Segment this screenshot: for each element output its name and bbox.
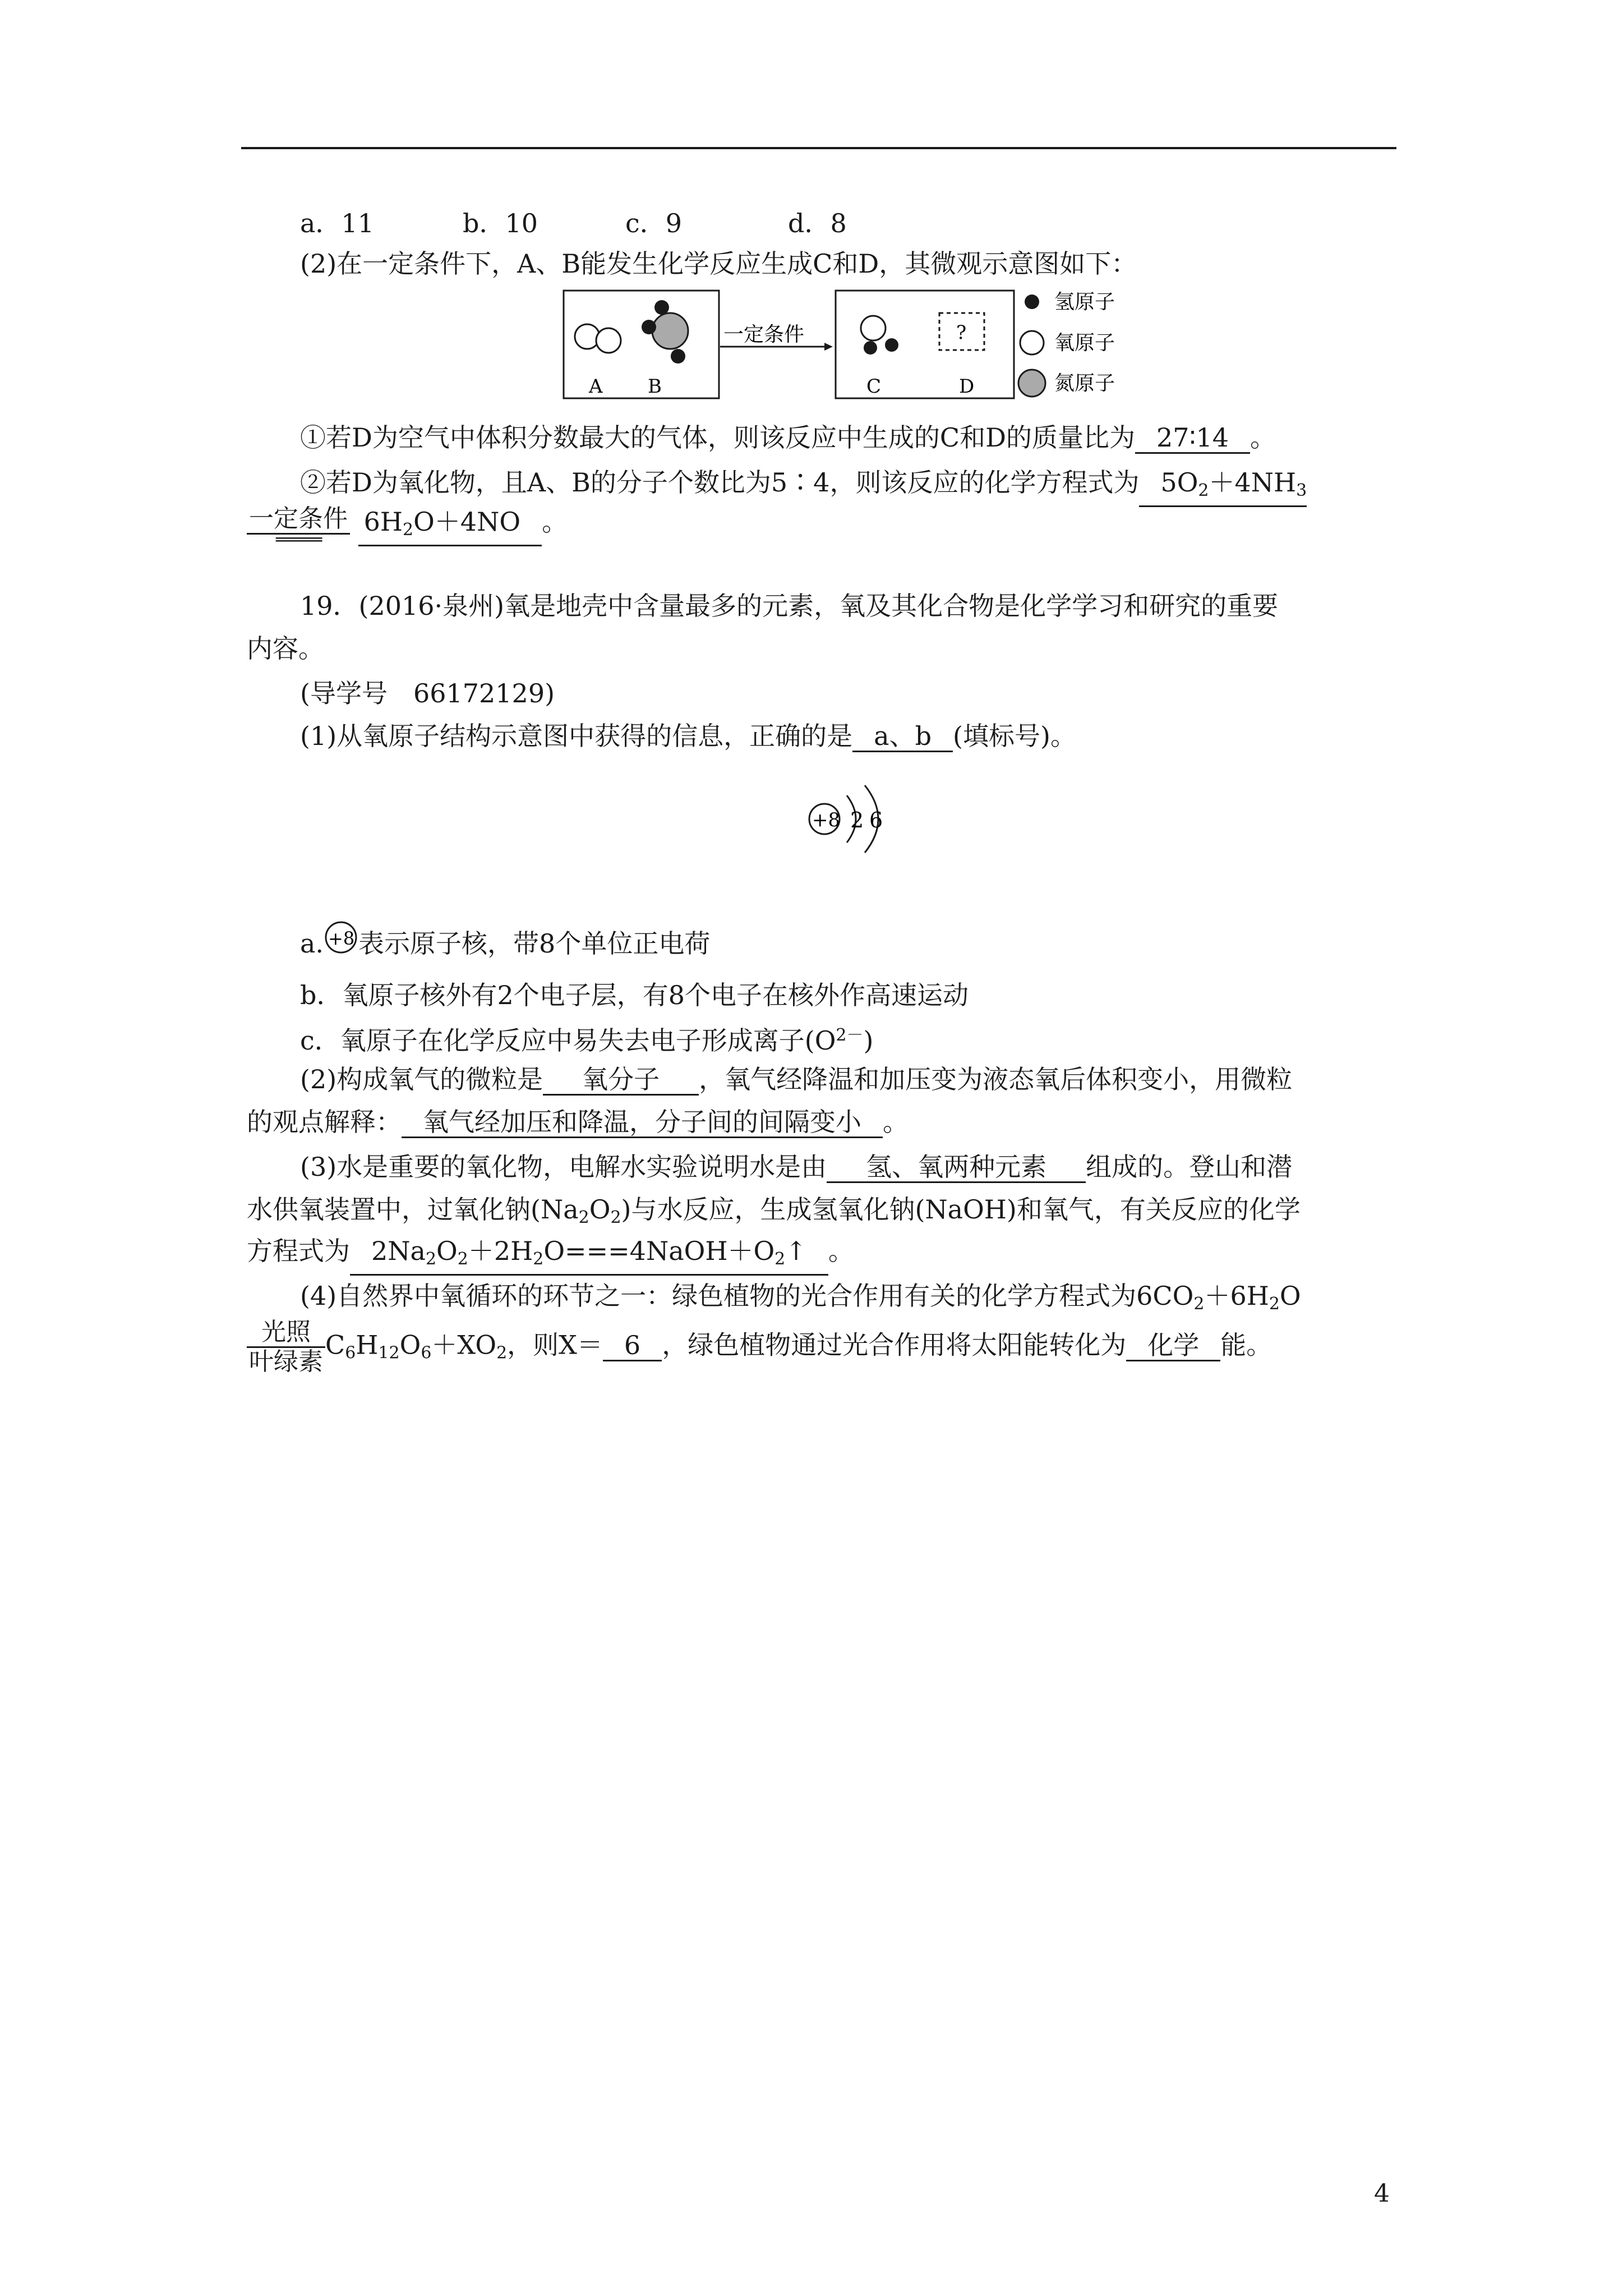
answer-options (300, 206, 1455, 240)
label-c: C (866, 375, 882, 398)
q19-p1-answer: a、b (852, 721, 953, 752)
atom-nucleus: +8 (812, 809, 841, 831)
q19-part2-cont (247, 1105, 1402, 1139)
q19-p3-equation: $2Na_2O_2+2H_2O===4NaOH+O_2↑$ (350, 1236, 828, 1276)
legend-oxygen: 氧原子 (1054, 332, 1115, 355)
q19-part3-line2: 水供氧装置中，过氧化钠$(Na_2O_2)$与水反应，生成氢氧化钠(NaOH)和氧气，有关反应的化学 (247, 1194, 1301, 1227)
q19-opt-c-text: c．氧原子在化学反应中易失去电子形成离子(O (300, 1025, 836, 1056)
product-box (836, 291, 1014, 398)
q19-opt-a (300, 920, 1455, 960)
reaction-arrow (720, 323, 833, 351)
option-a: a．11 (300, 208, 374, 238)
q19-guide: (导学号 66172129) (300, 678, 555, 708)
q19-p1-text: (1)从氧原子结构示意图中获得的信息，正确的是 (300, 721, 853, 751)
q19-p3-text: (3)水是重要的氧化物，电解水实验说明水是由 (300, 1152, 827, 1182)
q19-part4: (4)自然界中氧循环的环节之一：绿色植物的光合作用有关的化学方程式为$6CO_2+6H_2O$ (300, 1281, 1301, 1314)
q19-p4-text2: ，绿色植物通过光合作用将太阳能转化为 (662, 1329, 1127, 1360)
unknown-d: ? (956, 321, 967, 344)
atom-shell2: 6 (869, 808, 883, 832)
q19-p3-text4: 方程式为 (247, 1236, 350, 1266)
option-c: c．9 (625, 208, 683, 238)
q18-sub1 (300, 421, 1455, 454)
legend-nitrogen: 氮原子 (1054, 372, 1115, 395)
q19-p2-end: 。 (883, 1107, 909, 1137)
q19-opt-a-text: 表示原子核，带8个单位正电荷 (358, 928, 711, 959)
header-rule (241, 147, 1396, 149)
q18-sub2-condition: $\frac{\text{一定条件}}{═════}$ (247, 505, 350, 546)
q19-p4-answer2: 化学 (1126, 1331, 1220, 1361)
svg-text:+8: +8 (328, 928, 355, 949)
q18-sub2-end: 。 (542, 507, 568, 537)
q19-opt-c (300, 1019, 1455, 1057)
q19-p2-text2: ，氧气经降温和加压变为液态氧后体积变小，用微粒 (699, 1064, 1293, 1094)
q19-part2 (300, 1062, 1455, 1096)
q18-part2-prompt: (2)在一定条件下，A、B能发生化学反应生成C和D，其微观示意图如下： (300, 249, 1137, 279)
option-d: d．8 (788, 208, 847, 238)
q19-p4-condition: $\frac{\text{光照}}{\text{叶绿素}}$ (247, 1318, 325, 1376)
q19-head2: 内容。 (247, 633, 324, 664)
q18-sub1-text: ①若D为空气中体积分数最大的气体，则该反应中生成的C和D的质量比为 (300, 422, 1135, 453)
q19-opt-c-end: ) (863, 1025, 874, 1056)
q19-p4-end: 能。 (1220, 1329, 1272, 1360)
page-number: 4 (1374, 2179, 1390, 2208)
arrow-label: 一定条件 (723, 323, 805, 346)
q18-sub1-answer: 27∶14 (1135, 423, 1250, 454)
q19-p3-end: 。 (828, 1236, 854, 1266)
q19-opt-b: b．氧原子核外有2个电子层，有8个电子在核外作高速运动 (300, 980, 969, 1010)
q19-p2-answer: 氧分子 (543, 1065, 699, 1096)
reaction-diagram (555, 285, 1116, 404)
q19-part4-cont: $\frac{\text{光照}}{\text{叶绿素}}$ $C_6H_{12}O_6+XO_2$，则X＝ 6 ，绿色植物通过光合作用将太阳能转化为 化学 能。 (247, 1318, 1402, 1376)
q19-head: 19．(2016·泉州)氧是地壳中含量最多的元素，氧及其化合物是化学学习和研究的重要 (300, 591, 1279, 621)
q18-sub2-answer-part1: $5O_2+4NH_3$ (1139, 468, 1307, 507)
label-d: D (959, 375, 975, 398)
label-b: B (648, 375, 662, 398)
q18-sub2 (300, 466, 1455, 507)
q19-part3-line3 (247, 1234, 1402, 1276)
option-b: b．10 (463, 208, 538, 238)
q19-p2-text: (2)构成氧气的微粒是 (300, 1064, 543, 1094)
nucleus-icon (324, 920, 358, 955)
q19-p4-answer: 6 (603, 1331, 662, 1361)
q19-opt-c-sup: 2－ (836, 1025, 864, 1045)
oxygen-atom-diagram (802, 774, 903, 864)
label-a: A (589, 375, 603, 398)
q18-sub2-cont (247, 504, 1402, 550)
q18-sub1-end: 。 (1250, 422, 1276, 453)
q19-p2-text3: 的观点解释： (247, 1107, 402, 1137)
q19-opt-a-prefix: a. (300, 928, 324, 959)
q19-p2-answer2: 氧气经加压和降温，分子间的间隔变小 (402, 1107, 883, 1138)
legend-hydrogen: 氢原子 (1054, 291, 1115, 314)
q19-part1 (300, 719, 1455, 753)
legend (1018, 291, 1115, 397)
q19-p3-text2: 组成的。登山和潜 (1086, 1152, 1293, 1182)
q18-sub2-text: ②若D为氧化物，且A、B的分子个数比为5∶4，则该反应的化学方程式为 (300, 467, 1140, 498)
q19-part3 (300, 1150, 1455, 1184)
reactant-box (564, 291, 719, 398)
atom-shell1: 2 (850, 808, 864, 832)
q19-p4-text: (4)自然界中氧循环的环节之一：绿色植物的光合作用有关的化学方程式为6CO (300, 1281, 1194, 1311)
q19-p3-answer: 氢、氧两种元素 (827, 1152, 1086, 1183)
q18-sub2-answer-part2: $6H_2O+4NO$ (358, 507, 542, 546)
q19-p1-end: (填标号)。 (953, 721, 1076, 751)
